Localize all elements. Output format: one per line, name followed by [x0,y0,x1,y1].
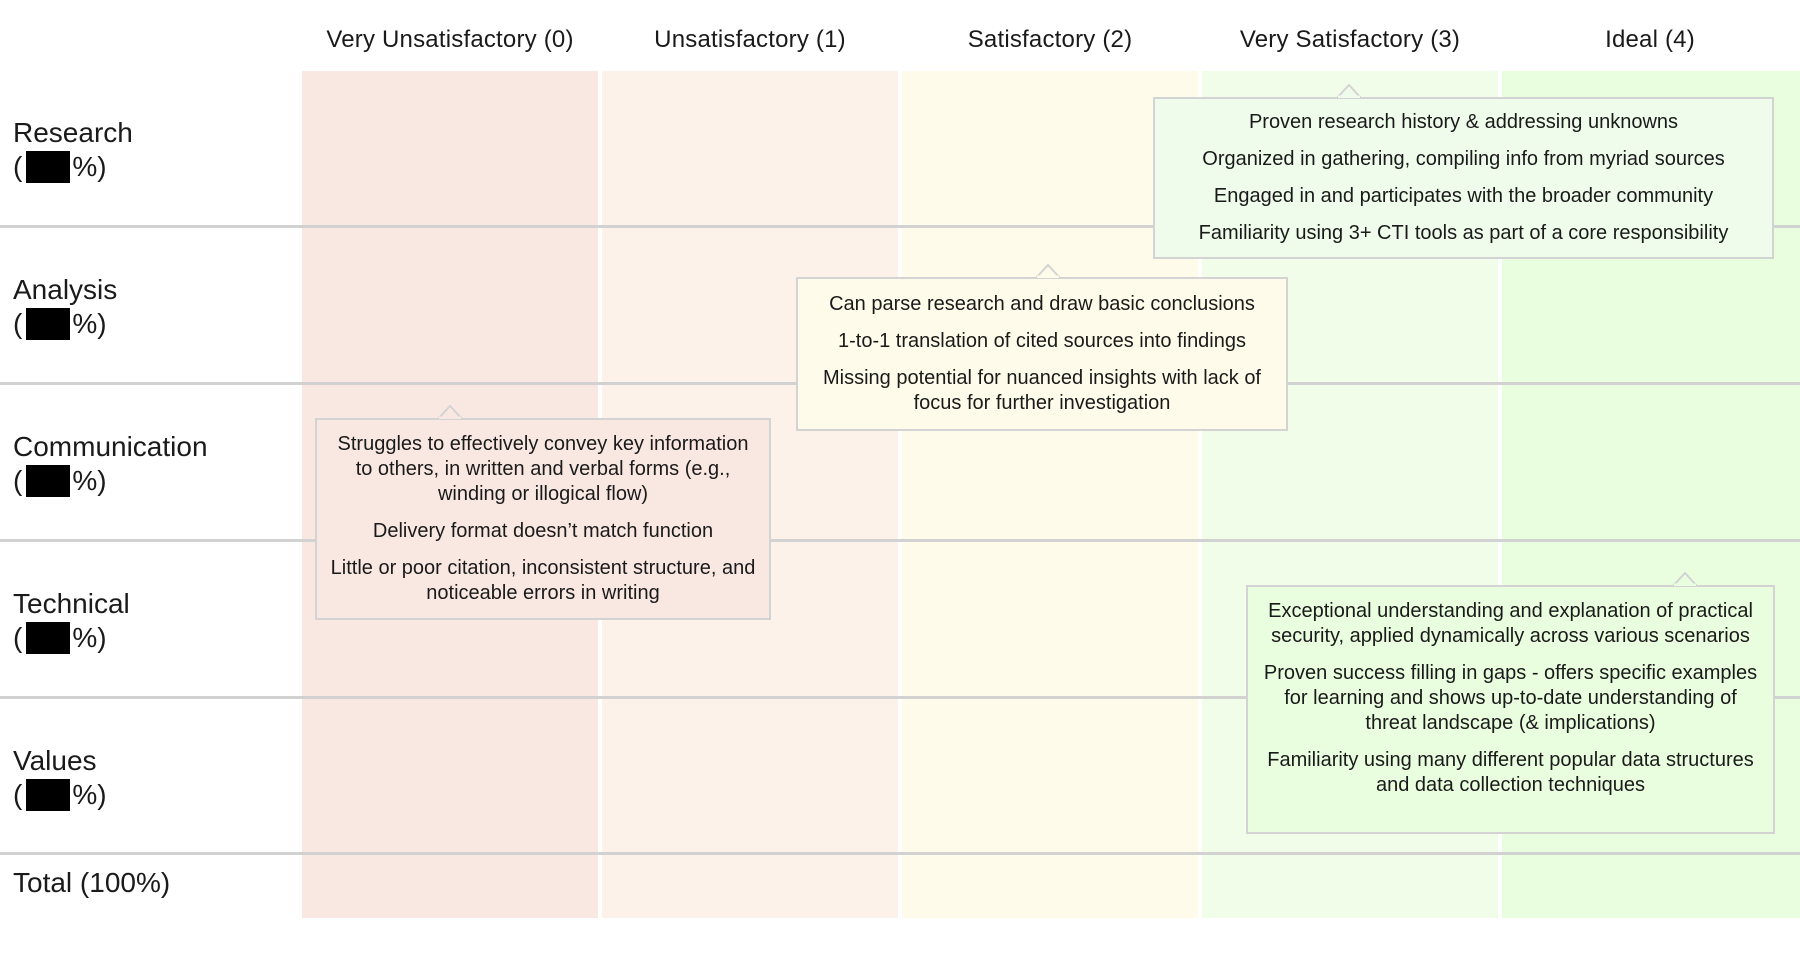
row-label-technical [13,587,130,655]
column-header-satisfactory: Satisfactory (2) [967,26,1133,53]
pct-close: %) [72,622,107,653]
row-name: Analysis [13,274,118,305]
row-weight [13,150,133,184]
column-header-very-unsatisfactory: Very Unsatisfactory (0) [326,26,574,53]
redacted-weight [26,308,70,340]
callout-pointer-icon [1337,84,1361,98]
row-name: Research [13,117,133,148]
callout-item: Little or poor citation, inconsistent structure, and noticeable errors in writing [330,557,756,604]
redacted-weight [26,779,70,811]
row-divider [0,539,1800,542]
callout-item: Struggles to effectively convey key information to others, in written and verbal forms (e.g., winding or illogical flow) [337,433,749,505]
callout-item: Organized in gathering, compiling info from myriad sources [1202,148,1725,170]
row-name: Technical [13,588,130,619]
row-divider [0,852,1800,855]
callout-item: Familiarity using 3+ CTI tools as part of a core responsibility [1198,222,1729,244]
callout-pointer-icon [438,405,462,419]
pct-open: ( [13,465,23,496]
redacted-weight [26,465,70,497]
row-weight [13,778,107,812]
row-weight [13,464,208,498]
callout-pointer-icon [1673,572,1697,586]
row-label-research [13,116,133,184]
row-weight [13,621,130,655]
redacted-weight [26,622,70,654]
row-name: Values [13,745,97,776]
column-header-ideal: Ideal (4) [1605,26,1695,53]
row-label-analysis [13,273,117,341]
pct-close: %) [72,465,107,496]
row-weight [13,307,117,341]
total-label: Total (100%) [13,867,171,898]
row-name: Communication [13,431,208,462]
callout-technical [1246,585,1775,834]
callout-pointer-icon [1036,264,1060,278]
callout-item: Exceptional understanding and explanation of practical security, applied dynamically across various scenarios [1268,600,1753,647]
callout-analysis [796,277,1288,431]
pct-open: ( [13,308,23,339]
column-header-very-satisfactory: Very Satisfactory (3) [1239,26,1461,53]
pct-open: ( [13,622,23,653]
redacted-weight [26,151,70,183]
callout-item: 1-to-1 translation of cited sources into findings [838,330,1246,352]
callout-item: Can parse research and draw basic conclusions [829,293,1255,315]
callout-item: Proven research history & addressing unknowns [1248,111,1679,133]
callout-item: Missing potential for nuanced insights with lack of focus for further investigation [822,367,1261,414]
callout-communication [315,418,771,620]
pct-close: %) [72,151,107,182]
pct-close: %) [72,308,107,339]
row-label-values [13,744,107,812]
callout-item: Proven success filling in gaps - offers specific examples for learning and shows up-to-date understanding of threat landscape (& implications) [1263,662,1758,734]
callout-item: Familiarity using many different popular data structures and data collection techniques [1267,749,1754,796]
callout-research [1153,97,1774,259]
column-header-unsatisfactory: Unsatisfactory (1) [654,26,846,53]
pct-open: ( [13,151,23,182]
callout-item: Engaged in and participates with the broader community [1213,185,1714,207]
pct-close: %) [72,779,107,810]
callout-item: Delivery format doesn’t match function [372,520,714,542]
pct-open: ( [13,779,23,810]
row-label-communication [13,430,208,498]
